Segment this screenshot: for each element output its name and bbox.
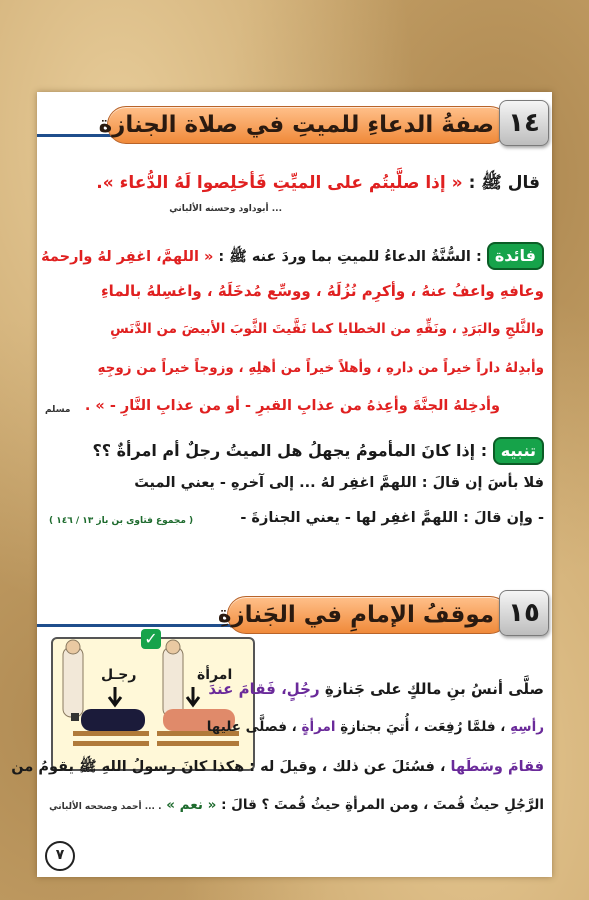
panel-man (53, 639, 151, 767)
woman-panel-drawing (153, 639, 251, 767)
benefit-line1-text: : السُّنَّةُ الدعاءُ للميتِ بما وردَ عنه ﷺ : (218, 249, 482, 265)
s15-line1 (208, 680, 544, 698)
label-woman: امرأة (197, 667, 233, 683)
benefit-line1-dua: « اللهمَّ، اغفِر لهُ وارحمهُ (41, 249, 214, 265)
page-number: ٧ (45, 841, 75, 871)
s15-line4-answer: « نعم » (166, 797, 217, 813)
s15-line1-highlight: رجُلٍ، فَقامَ عندَ (208, 680, 320, 698)
s15-line2-text: ، فلمَّا رُفِعَت ، أُتيَ بجنازةِ (340, 719, 506, 735)
s15-line4-text: الرَّجُلِ حيثُ قُمتَ ، ومن المرأةِ حيثُ قُمتَ ؟ قالَ : (221, 797, 544, 813)
section14-title: صفةُ الدعاءِ للميتِ في صلاة الجنازة (98, 112, 494, 138)
benefit-source: مسلم (45, 405, 71, 415)
s15-line3-text: ، فسُئلَ عن ذلك ، وقيلَ له : هكذا كانَ رسولُ اللهِ ﷺ يقومُ من (11, 759, 446, 775)
s15-line3 (11, 758, 544, 779)
section14-number: ١٤ (499, 100, 549, 146)
section15-number: ١٥ (499, 590, 549, 636)
section15-header (37, 590, 552, 634)
panel-woman (153, 639, 251, 767)
benefit-line2: وعافهِ واعفُ عنهُ ، وأكرِم نُزُلَهُ ، ووسِّع مُدخَلَهُ ، واغسِلهُ بالماءِ (101, 282, 544, 300)
section15-title: موقفُ الإمامِ في الجَنازةِ (217, 602, 494, 628)
benefit-line4: وأبدِلهُ داراً خيراً من دارهِ ، وأهلاً خيراً من أهلِهِ ، وزوجاً خيراً من زوجِهِ (97, 360, 544, 376)
note-line1 (92, 437, 544, 465)
note-line3: - وإن قالَ : اللهمَّ اغفِر لها - يعني الجنازةَ - (240, 510, 544, 526)
hadith-source: ... أبوداود وحسنه الألباني (169, 204, 282, 214)
label-man: رجـل (101, 667, 137, 683)
s15-line2-text-b: ، فصلَّى عليها (206, 719, 297, 735)
s15-line2-highlight-a: رأسِهِ (510, 719, 544, 735)
page (11, 92, 552, 877)
s15-line2-highlight-b: امرأةٍ (301, 719, 336, 735)
man-panel-drawing (53, 639, 151, 767)
note-line2: فلا بأسَ إن قالَ : اللهمَّ اغفِر لهُ ... إلى آخرهِ - يعني الميتَ (134, 475, 544, 491)
note-source: ( مجموع فتاوى بن باز ١٣ / ١٤٦ ) (49, 516, 194, 526)
s15-line3-highlight: فقامَ وسَطَها (450, 759, 544, 775)
section14-title-pill (98, 106, 509, 144)
section14-header (37, 100, 552, 144)
benefit-line1 (41, 242, 544, 270)
section15-title-pill (217, 596, 509, 634)
note-tag: تنبيه (493, 437, 544, 465)
s15-line4-source: . ... أحمد وصححه الألباني (49, 802, 162, 812)
benefit-tag: فائدة (487, 242, 544, 270)
hadith-prefix: قال ﷺ : (468, 173, 540, 193)
s15-line4 (49, 797, 544, 813)
benefit-line5: وأدخِلهُ الجنَّةَ وأعِذهُ من عذابِ القبرِ - أو من عذابِ النَّارِ - » . (84, 398, 500, 414)
benefit-line3: والثَّلجِ والبَرَدِ ، ونَقِّهِ من الخطايا كما نَقَّيتَ الثَّوبَ الأبيضَ من الدَّنَسِ (110, 321, 544, 337)
header-rule (37, 624, 237, 627)
imam-position-illustration (51, 629, 255, 771)
hadith-text: « إذا صلَّيتُم على الميِّتِ فَأخلِصوا لَهُ الدُّعاء ». (96, 173, 463, 193)
s15-line1-text: صلَّى أنسُ بنِ مالكٍ على جَنازةِ (324, 680, 544, 698)
s15-line2 (207, 719, 544, 735)
hadith-line (96, 172, 540, 197)
note-line1-text: : إذا كانَ المأمومُ يجهلُ هل الميتُ رجلٌ أم امرأةٌ ؟؟ (92, 441, 488, 460)
check-icon: ✓ (141, 629, 161, 649)
